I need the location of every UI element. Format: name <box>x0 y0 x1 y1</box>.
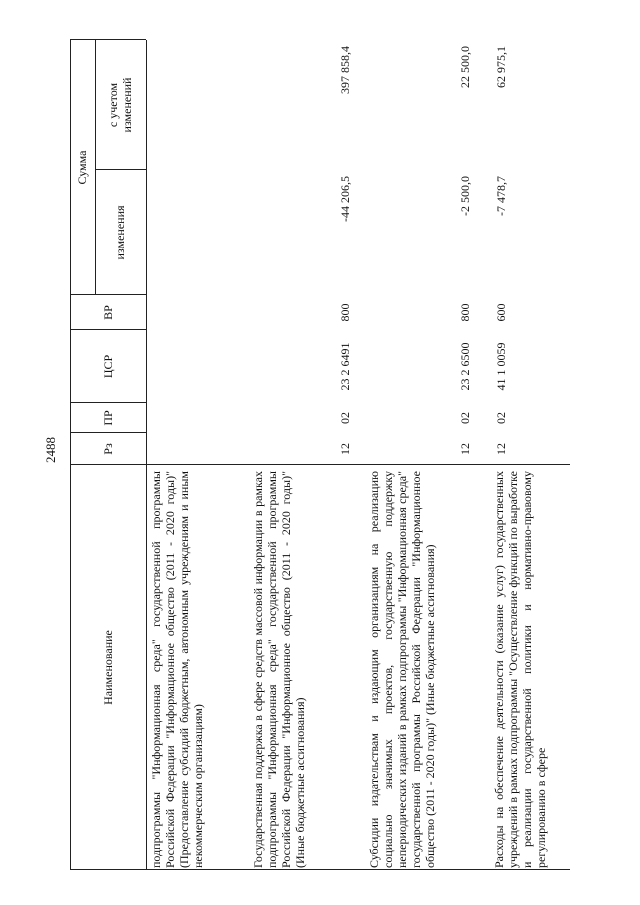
row-pr: 02 <box>338 412 352 424</box>
row-rz: 12 <box>494 443 508 455</box>
row-with-changes: 22 500,0 <box>458 46 472 88</box>
row-with-changes: 62 975,1 <box>494 46 508 88</box>
row-change: -7 478,7 <box>494 176 508 216</box>
row-csr: 41 1 0059 <box>494 342 508 391</box>
row-csr: 23 2 6491 <box>338 342 352 391</box>
header-rz: Рз <box>100 443 115 455</box>
rotated-table-sheet <box>70 40 570 870</box>
row-csr: 23 2 6500 <box>458 342 472 391</box>
row-name: подпрограммы "Информационная среда" государственной программы Российской Федерации "Информационное общество (2011 - 2020 годы)" (Предоставление субсидий бюджетным, автономным учреждениям и иным некоммерческим организациям) <box>149 471 206 868</box>
row-change: -2 500,0 <box>458 176 472 216</box>
header-change: изменения <box>113 205 128 260</box>
row-rz: 12 <box>458 443 472 455</box>
row-change: -44 206,5 <box>338 176 352 222</box>
header-pr: ПР <box>100 410 115 426</box>
row-vr: 800 <box>338 303 352 322</box>
header-csr: ЦСР <box>100 354 115 379</box>
grid-line <box>146 40 147 870</box>
row-name: Государственная поддержка в сфере средств массовой информации в рамках подпрограммы "Информационная среда" государственной программы Российской Федерации "Информационное общество (2011 - 2020 годы)" (Иные бюджетные ассигнования) <box>251 471 308 868</box>
budget-table <box>70 40 570 870</box>
header-vr: ВР <box>100 305 115 320</box>
row-rz: 12 <box>338 443 352 455</box>
header-name: Наименование <box>100 630 115 705</box>
row-vr: 600 <box>494 303 508 322</box>
row-name: Субсидии издательствам и издающим организациям на реализацию социально значимых проектов, государственную поддержку непериодических изданий в рамках подпрограммы "Информационная среда" государственной программы Российской Федерации "Информационное общество (2011 - 2020 годы)" (Иные бюджетные ассигнования) <box>367 471 438 868</box>
page-number: 2488 <box>43 437 58 463</box>
row-pr: 02 <box>458 412 472 424</box>
row-vr: 800 <box>458 303 472 322</box>
header-sum: Сумма <box>75 150 90 185</box>
row-name: Расходы на обеспечение деятельности (оказание услуг) государственных учреждений в рамках подпрограммы "Осуществление функций по выработке и реализации государственной политики и нормативно-правовому регулированию в сфере <box>492 471 549 868</box>
header-with-changes: с учетом изменений <box>105 77 134 133</box>
row-pr: 02 <box>494 412 508 424</box>
row-with-changes: 397 858,4 <box>338 46 352 94</box>
